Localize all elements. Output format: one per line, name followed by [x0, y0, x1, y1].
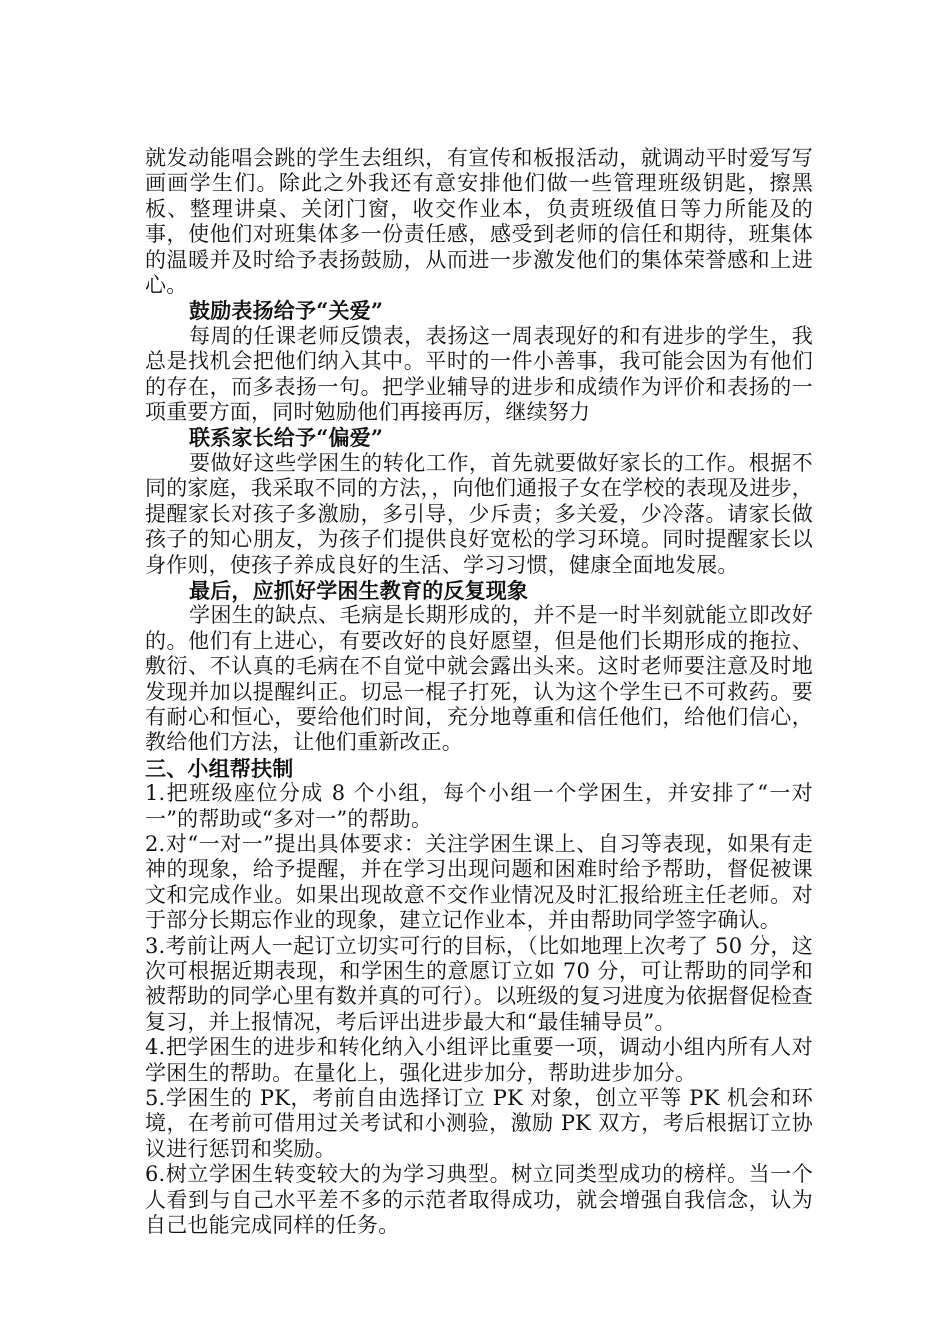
list-item: 2.对“一对一”提出具体要求：关注学困生课上、自习等表现，如果有走神的现象，给予提醒，并在学习出现问题和困难时给予帮助，督促被课文和完成作业。如果出现故意不交作业情况及时汇报给班主任老师。对于部分长期忘作业的现象，建立记作业本，并由帮助同学签字确认。: [145, 831, 813, 933]
paragraph-praise: 每周的任课老师反馈表，表扬这一周表现好的和有进步的学生，我总是找机会把他们纳入其中。平时的一件小善事，我可能会因为有他们的存在，而多表扬一句。把学业辅导的进步和成绩作为评价和表扬的一项重要方面，同时勉励他们再接再厉，继续努力: [145, 323, 813, 425]
list-item: 3.考前让两人一起订立切实可行的目标，（比如地理上次考了 50 分，这次可根据近期表现，和学困生的意愿订立如 70 分，可让帮助的同学和被帮助的同学心里有数并真的可行）。以班级的复习进度为依据督促检查复习，并上报情况，考后评出进步最大和“最佳辅导员”。: [145, 933, 813, 1034]
paragraph-repetition: 学困生的缺点、毛病是长期形成的，并不是一时半刻就能立即改好的。他们有上进心，有要改好的良好愿望，但是他们长期形成的拖拉、敷衍、不认真的毛病在不自觉中就会露出头来。这时老师要注意及时地发现并加以提醒纠正。切忌一棍子打死，认为这个学生已不可救药。要有耐心和恒心，要给他们时间，充分地尊重和信任他们，给他们信心，教给他们方法，让他们重新改正。: [145, 603, 813, 755]
paragraph-intro: 就发动能唱会跳的学生去组织，有宣传和板报活动，就调动平时爱写写画画学生们。除此之外我还有意安排他们做一些管理班级钥匙，擦黑板、整理讲桌、关闭门窗，收交作业本，负责班级值日等力所能及的事，使他们对班集体多一份责任感，感受到老师的信任和期待，班集体的温暖并及时给予表扬鼓励，从而进一步激发他们的集体荣誉感和上进心。: [145, 146, 813, 298]
document-page: [145, 146, 813, 1238]
paragraph-parents: 要做好这些学困生的转化工作，首先就要做好家长的工作。根据不同的家庭，我采取不同的方法，，向他们通报子女在学校的表现及进步，提醒家长对孩子多激励，多引导，少斥责；多关爱，少冷落。请家长做孩子的知心朋友，为孩子们提供良好宽松的学习环境。同时提醒家长以身作则，使孩子养成良好的生活、学习习惯，健康全面地发展。: [145, 450, 813, 577]
subheading-parents: 联系家长给予“偏爱”: [189, 425, 384, 451]
section-heading-group-help: 三、小组帮扶制: [145, 755, 294, 781]
list-item: 6.树立学困生转变较大的为学习典型。树立同类型成功的榜样。当一个人看到与自己水平差不多的示范者取得成功，就会增强自我信念，认为自己也能完成同样的任务。: [145, 1162, 813, 1238]
list-item: 5.学困生的 PK，考前自由选择订立 PK 对象，创立平等 PK 机会和环境，在考前可借用过关考试和小测验，激励 PK 双方，考后根据订立协议进行惩罚和奖励。: [145, 1086, 813, 1161]
subheading-praise: 鼓励表扬给予“关爱”: [189, 298, 384, 324]
list-item: 4.把学困生的进步和转化纳入小组评比重要一项，调动小组内所有人对学困生的帮助。在量化上，强化进步加分，帮助进步加分。: [145, 1035, 813, 1085]
list-item: 1.把班级座位分成 8 个小组，每个小组一个学困生，并安排了“一对一”的帮助或“多对一”的帮助。: [145, 781, 813, 831]
subheading-repetition: 最后，应抓好学困生教育的反复现象: [189, 577, 529, 603]
